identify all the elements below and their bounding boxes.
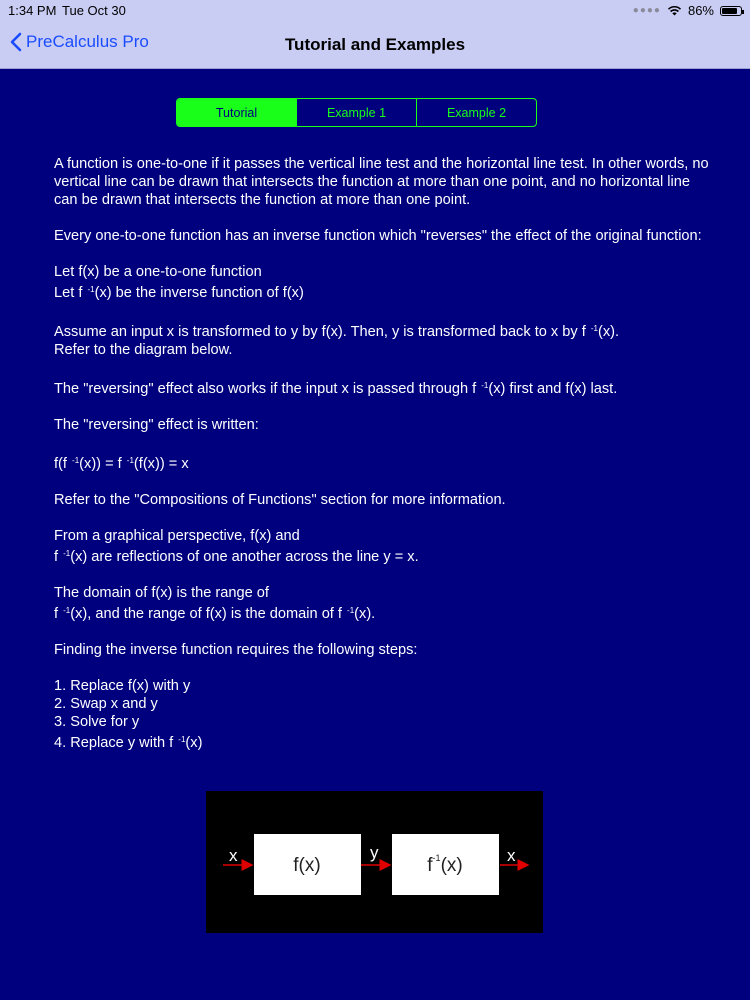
superscript: -1 [590,324,598,333]
formula-b: (x)) = f [79,456,126,472]
tab-example-2[interactable]: Example 2 [446,105,507,120]
paragraph-steps-intro: Finding the inverse function requires the following steps: [54,642,418,658]
step-4-b: (x) [185,735,203,751]
step-3: 3. Solve for y [54,714,140,730]
step-2: 2. Swap x and y [54,696,158,712]
formula-c: (f(x)) = x [133,456,189,472]
dom-b: f [54,606,63,622]
superscript: -1 [347,606,355,615]
formula [54,452,714,473]
tab-tutorial[interactable]: Tutorial [177,99,297,126]
battery-icon [720,6,742,16]
paragraph-reversing [54,377,714,398]
paragraph-one-to-one: A function is one-to-one if it passes the vertical line test and the horizontal line test. In other words, no vertical line can be drawn that intersects the function at more than one point, and no horizontal line can be drawn that intersects the function at more than one point. [54,156,709,208]
tab-segmented-control [176,98,537,127]
let-line-2-b: (x) be the inverse function of f(x) [94,285,304,301]
wifi-icon [667,5,682,16]
superscript: -1 [481,381,489,390]
dom-d: (x). [354,606,376,622]
paragraph-inverse-intro: Every one-to-one function has an inverse function which "reverses" the effect of the original function: [54,228,702,244]
let-line-1: Let f(x) be a one-to-one function [54,264,262,280]
assume-a: Assume an input x is transformed to y by f(x). Then, y is transformed back to x by f [54,324,590,340]
superscript: -1 [63,606,71,615]
rev1-b: (x) first and f(x) last. [488,381,618,397]
input-x-label: x [229,846,238,865]
inverse-function-diagram [206,791,543,933]
page-title: Tutorial and Examples [284,35,466,54]
navigation-bar [0,22,750,69]
tutorial-text [54,155,714,770]
status-right [633,3,742,18]
dom-c: (x), and the range of f(x) is the domain of f [70,606,347,622]
battery-percent: 86% [687,3,714,18]
paragraph-assume [54,320,714,359]
superscript: -1 [87,285,95,294]
status-date: Tue Oct 30 [62,3,126,18]
step-4-a: 4. Replace y with f [54,735,178,751]
superscript: -1 [63,549,71,558]
diagram-svg [206,791,543,933]
finv-sup: -1 [432,853,441,863]
paragraph-reversing-written: The "reversing" effect is written: [54,417,259,433]
battery-fill [722,8,737,14]
status-time: 1:34 PM [8,3,57,18]
finv-arg: (x) [440,855,463,876]
paragraph-graphical [54,527,714,566]
graph-a: From a graphical perspective, f(x) and [54,528,300,544]
paragraph-compositions: Refer to the "Compositions of Functions" section for more information. [54,492,506,508]
let-line-2-a: Let f [54,285,87,301]
output-x-label: x [507,846,516,865]
middle-y-label: y [370,843,379,862]
dom-a: The domain of f(x) is the range of [54,585,269,601]
graph-c: (x) are reflections of one another across the line y = x. [70,549,419,565]
steps-list [54,677,714,752]
rev1-a: The "reversing" effect also works if the input x is passed through f [54,381,481,397]
finv-base: f [427,855,433,876]
paragraph-domain [54,584,714,623]
step-1: 1. Replace f(x) with y [54,678,191,694]
multitask-dots-icon: ●●●● [632,5,661,16]
assume-c: Refer to the diagram below. [54,342,233,358]
tab-example-1[interactable]: Example 1 [297,99,417,126]
graph-b: f [54,549,63,565]
paragraph-let [54,263,714,302]
status-bar [0,0,750,22]
f-box-label: f(x) [293,855,321,876]
assume-b: (x). [597,324,620,340]
superscript: -1 [126,456,134,465]
superscript: -1 [178,735,186,744]
formula-a: f(f [54,456,72,472]
back-button-label: PreCalculus Pro [26,32,149,51]
superscript: -1 [72,456,80,465]
